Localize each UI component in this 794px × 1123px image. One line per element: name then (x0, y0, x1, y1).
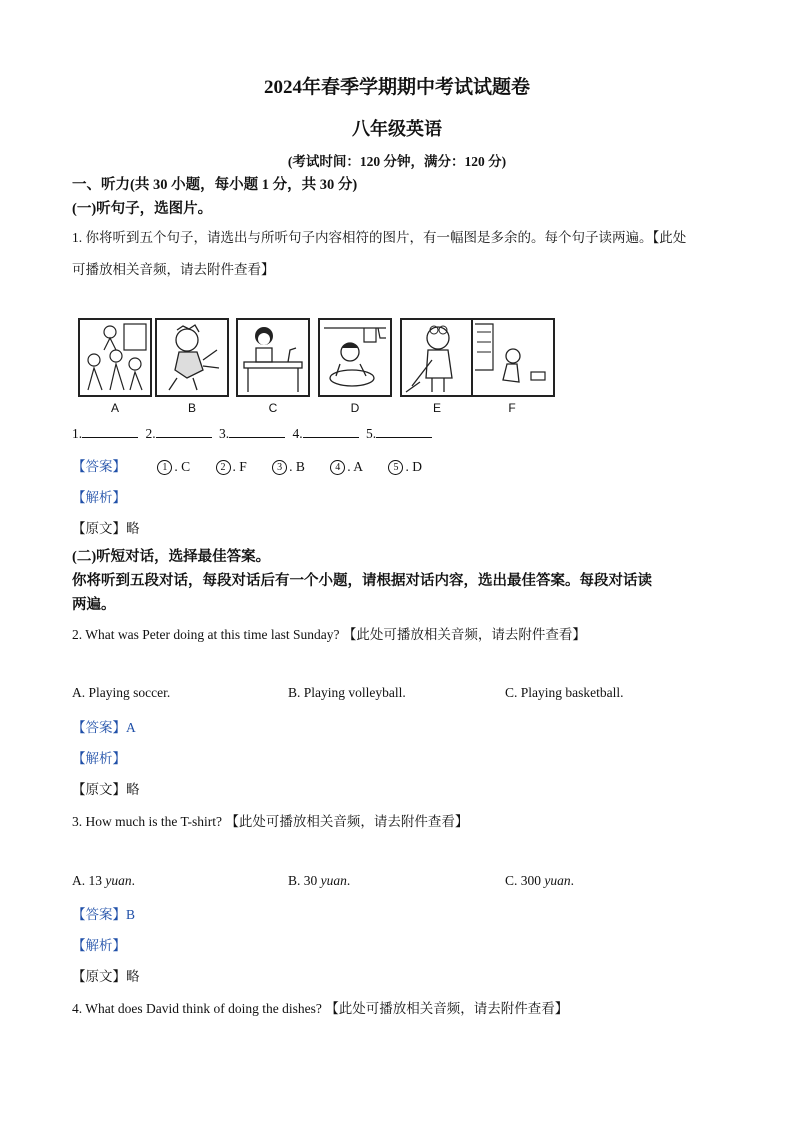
q3-option-b (288, 873, 350, 889)
answer-blank[interactable] (229, 425, 285, 438)
answer-blanks (72, 425, 436, 442)
answer-value: . F (232, 459, 247, 474)
q3-answer: 【答案】B (72, 907, 136, 922)
blank-label: 1. (72, 426, 83, 441)
page-subtitle: 八年级英语 (352, 119, 442, 139)
answer-value: . B (289, 459, 305, 474)
blank-label: 4. (292, 426, 303, 441)
q2-analysis: 【解析】 (72, 751, 126, 766)
part2-instructions-line2: 两遍。 (72, 597, 116, 613)
circled-number: 5 (388, 460, 403, 475)
option-end: . (570, 873, 575, 888)
child-reading-illustration (473, 320, 553, 395)
part2-instructions-line1: 你将听到五段对话，每段对话后有一个小题，请根据对话内容，选出最佳答案。每段对话读 (72, 573, 652, 589)
answer-blank[interactable] (82, 425, 138, 438)
question-3-text: 3. How much is the T-shirt? 【此处可播放相关音频，请去附件查看】 (72, 814, 469, 829)
q3-analysis: 【解析】 (72, 938, 126, 953)
picture-f (471, 318, 555, 397)
part1-heading: (一)听句子，选图片。 (72, 201, 213, 217)
q1-instructions-line1: 1. 你将听到五个句子，请选出与所听句子内容相符的图片，有一幅图是多余的。每个句子读两遍。【此处 (72, 230, 687, 245)
blank-label: 2. (145, 426, 156, 441)
circled-number: 4 (330, 460, 345, 475)
picture-e (400, 318, 474, 397)
blank-label: 5. (366, 426, 377, 441)
answer-item (216, 459, 247, 474)
girl-washing-clothes-illustration (320, 320, 390, 395)
answer-item (157, 459, 190, 474)
q2-answer: 【答案】A (72, 720, 136, 735)
answer-blank[interactable] (156, 425, 212, 438)
answer-blank[interactable] (376, 425, 432, 438)
picture-label-e: E (432, 401, 441, 415)
answer-blank[interactable] (303, 425, 359, 438)
q1-answer-row (72, 455, 444, 475)
option-unit: yuan (105, 873, 132, 888)
picture-d (318, 318, 392, 397)
q2-original: 【原文】略 (72, 782, 140, 797)
boy-sneezing-illustration (157, 320, 227, 395)
page-title: 2024年春季学期期中考试试题卷 (263, 77, 530, 98)
picture-label-d: D (350, 401, 360, 415)
answer-item (388, 459, 422, 474)
circled-number: 2 (216, 460, 231, 475)
picture-a (78, 318, 152, 397)
part2-heading: (二)听短对话，选择最佳答案。 (72, 549, 271, 565)
circled-number: 1 (157, 460, 172, 475)
option-end: . (346, 873, 351, 888)
q3-option-a (72, 873, 135, 889)
answer-value: . C (174, 459, 191, 474)
circled-number: 3 (272, 460, 287, 475)
picture-b (155, 318, 229, 397)
girl-at-desk-illustration (238, 320, 308, 395)
analysis-label: 【解析】 (72, 490, 126, 505)
picture-label-c: C (268, 401, 278, 415)
q1-instructions-line2: 可播放相关音频，请去附件查看】 (72, 262, 275, 277)
option-unit: yuan (544, 873, 571, 888)
picture-label-f: F (508, 401, 516, 415)
question-4-text: 4. What does David think of doing the dishes? 【此处可播放相关音频，请去附件查看】 (72, 1001, 569, 1016)
q3-original: 【原文】略 (72, 969, 140, 984)
picture-label-a: A (110, 401, 119, 415)
q3-option-c (505, 873, 574, 889)
option-value: C. 300 (505, 873, 542, 888)
answer-item (330, 459, 363, 474)
answer-label: 【答案】 (72, 459, 126, 474)
option-value: A. 13 (72, 873, 102, 888)
answer-value: . A (347, 459, 364, 474)
option-end: . (131, 873, 135, 888)
q2-option-a: A. Playing soccer. (72, 685, 171, 700)
question-2-text: 2. What was Peter doing at this time last Sunday? 【此处可播放相关音频，请去附件查看】 (72, 627, 586, 642)
section1-heading: 一、听力(共 30 小题，每小题 1 分，共 30 分) (72, 177, 358, 193)
answer-item (272, 459, 305, 474)
kids-group-illustration (80, 320, 150, 395)
picture-label-b: B (187, 401, 196, 415)
original-label: 【原文】略 (72, 521, 140, 536)
option-unit: yuan (320, 873, 347, 888)
exam-info: (考试时间：120 分钟，满分：120 分) (287, 154, 507, 169)
grandma-sweeping-illustration (402, 320, 472, 395)
blank-label: 3. (219, 426, 230, 441)
q2-option-b: B. Playing volleyball. (288, 685, 406, 700)
picture-c (236, 318, 310, 397)
option-value: B. 30 (288, 873, 318, 888)
q2-option-c: C. Playing basketball. (505, 685, 624, 700)
answer-value: . D (405, 459, 422, 474)
